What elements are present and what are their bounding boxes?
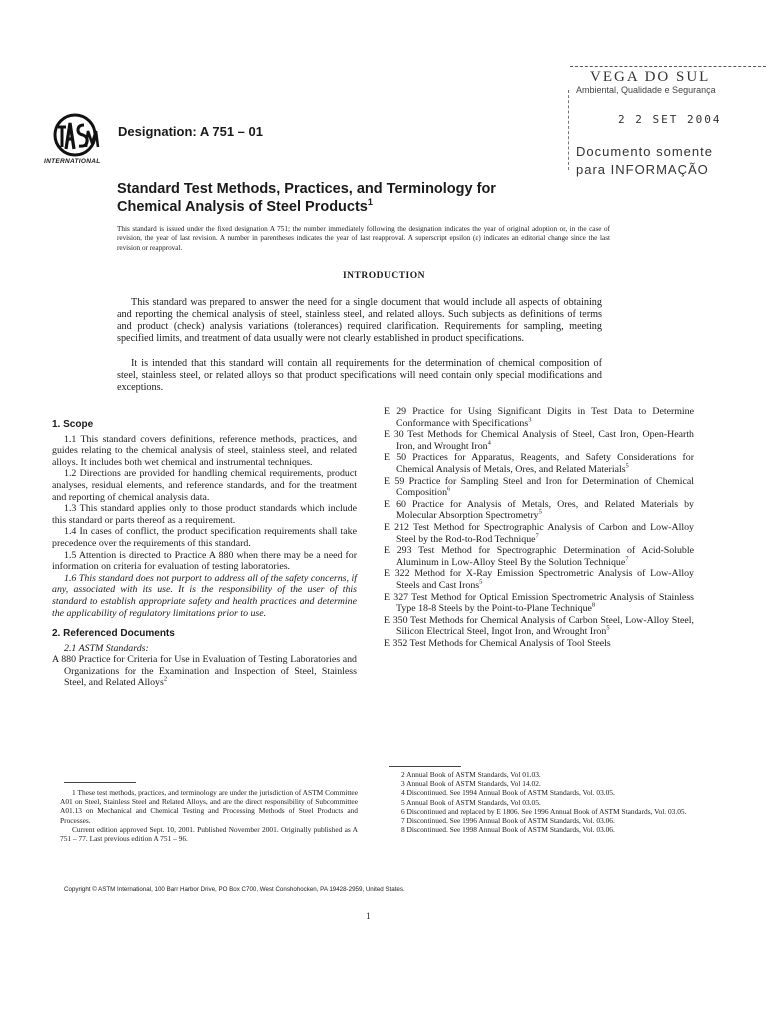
footnote-item: 5 Annual Book of ASTM Standards, Vol 03.05. — [401, 797, 541, 807]
reference-item-text: E 352 Test Methods for Chemical Analysis of Tool Steels — [384, 637, 611, 649]
reference-list — [384, 406, 694, 649]
introduction-paragraph-1: This standard was prepared to answer the need for a single document that would include all aspects of obtaining and reporting the chemical analysis of steel, stainless steel, and related alloys. Such subjects as definitions of terms and product (check) analysis variations (tolerances) required clarification. Requirements for sampling, meeting specified limits, and treatment of data usually were not clearly established in product specifications. — [117, 297, 602, 344]
footnote-item: 8 Discontinued. See 1998 Annual Book of ASTM Standards, Vol. 03.06. — [401, 825, 615, 835]
reference-item-footnote: 4 — [487, 439, 491, 447]
scope-1-2: 1.2 Directions are provided for handling chemical requirements, product analyses, residual elements, and reference standards, and for the treatment and reporting of chemical analysis data. — [52, 468, 357, 503]
reference-item-text: E 30 Test Methods for Chemical Analysis of Steel, Cast Iron, Open-Hearth Iron, and Wrought Iron — [384, 429, 694, 452]
reference-item-text: E 29 Practice for Using Significant Digits in Test Data to Determine Conformance with Specifications — [384, 406, 694, 429]
reference-item-footnote: 7 — [625, 555, 629, 563]
document-title — [117, 180, 557, 216]
stamp-note-line1: Documento somente — [576, 144, 713, 159]
reference-item-text: E 212 Test Method for Spectrographic Analysis of Carbon and Low-Alloy Steel by the Rod-to-Rod Technique — [384, 521, 694, 545]
footnotes-left — [60, 788, 358, 843]
stamp-date: 2 2 SET 2004 — [618, 113, 722, 126]
footnote-1: 1 These test methods, practices, and terminology are under the jurisdiction of ASTM Committee A01 on Steel, Stainless Steel and Related Alloys, and are the direct responsibility of Subcommittee A01.13 on Mechanical and Chemical Testing and Processing Methods of Steel Products and Processes. — [60, 788, 358, 825]
title-line-2 — [117, 198, 557, 216]
scope-1-4: 1.4 In cases of conflict, the product specification requirements shall take precedence over the requirements of this standard. — [52, 526, 357, 549]
reference-a880 — [52, 654, 357, 689]
reference-item-footnote: 5 — [625, 462, 629, 470]
scope-heading: 1. Scope — [52, 419, 94, 430]
stamp-note-line2: para INFORMAÇÃO — [576, 162, 709, 177]
reference-item-footnote: 5 — [479, 578, 483, 586]
scope-1-5: 1.5 Attention is directed to Practice A 880 when there may be a need for information on criteria for evaluation of testing laboratories. — [52, 549, 357, 573]
designation-label: Designation: A 751 – 01 — [118, 124, 263, 139]
reference-item-text: E 50 Practices for Apparatus, Reagents, and Safety Considerations for Chemical Analysis of Metals, Ores, and Related Materials — [384, 452, 694, 475]
footnotes-right — [389, 770, 695, 834]
footnote-divider-right — [389, 766, 461, 767]
reference-item-footnote: 3 — [528, 416, 532, 424]
scope-1-3: 1.3 This standard applies only to those product standards which include this standard or parts thereof as a requirement. — [52, 503, 357, 526]
footnote-item: 2 Annual Book of ASTM Standards, Vol 01.03. — [401, 770, 541, 779]
reference-item — [384, 452, 694, 475]
reference-item-footnote: 8 — [591, 601, 596, 609]
scope-1-6: 1.6 This standard does not purport to address all of the safety concerns, if any, associated with its use. It is the responsibility of the user of this standard to establish appropriate safety and health practices and determine the applicability of regulatory limitations prior to use. — [52, 572, 357, 619]
reference-item-text: E 322 Method for X-Ray Emission Spectrometric Analysis of Low-Alloy Steels and Cast Irons — [384, 568, 694, 591]
footnote-item: 6 Discontinued and replaced by E 1806. See 1996 Annual Book of ASTM Standards, Vol. 03.05. — [401, 806, 687, 816]
right-column — [384, 406, 694, 649]
stamp-company: VEGA DO SUL — [590, 69, 711, 85]
page-number: 1 — [366, 911, 371, 921]
scope-1-1: 1.1 This standard covers definitions, reference methods, practices, and guides relating to the chemical analysis of steel, stainless steel, and related alloys. It includes both wet chemical and instrumental techniques. — [52, 433, 357, 468]
reference-item-text: E 350 Test Methods for Chemical Analysis of Carbon Steel, Low-Alloy Steel, Silicon Electrical Steel, Ingot Iron, and Wrought Iron — [384, 614, 694, 638]
reference-item-footnote: 7 — [535, 532, 539, 540]
footnote-divider-left — [64, 782, 136, 783]
title-footnote-mark: 1 — [367, 197, 373, 208]
copyright-notice: Copyright © ASTM International, 100 Barr Harbor Drive, PO Box C700, West Conshohocken, PA 19428-2959, United States. — [64, 886, 405, 893]
reference-item — [384, 406, 694, 429]
reference-item — [384, 429, 694, 452]
reference-item-footnote: 6 — [447, 485, 451, 493]
reference-item — [384, 545, 694, 568]
reference-item — [384, 522, 694, 545]
title-line-1: Standard Test Methods, Practices, and Terminology for — [117, 181, 496, 197]
footnote-item: 4 Discontinued. See 1994 Annual Book of ASTM Standards, Vol. 03.05. — [401, 788, 615, 798]
stamp-border — [570, 66, 766, 67]
document-stamp — [566, 60, 768, 185]
reference-item — [384, 592, 694, 615]
reference-item-text: E 60 Practice for Analysis of Metals, Ores, and Related Materials by Molecular Absorption Spectrometry — [384, 498, 694, 522]
introduction-paragraph-2: It is intended that this standard will contain all requirements for the determination of chemical composition of steel, stainless steel, or related alloys so that product specifications will need contain only special modifications and exceptions. — [117, 358, 602, 393]
reference-item-text: E 327 Test Method for Optical Emission Spectrometric Analysis of Stainless Type 18-8 Steels by the Point-to-Plane Technique — [384, 591, 694, 615]
logo-wordmark: INTERNATIONAL — [44, 158, 101, 165]
referenced-documents-heading: 2. Referenced Documents — [52, 628, 175, 640]
reference-item — [384, 476, 694, 499]
reference-a880-text: A 880 Practice for Criteria for Use in Evaluation of Testing Laboratories and Organizations for the Examination and Inspection of Steel, Stainless Steel, and Related Alloys — [52, 654, 357, 689]
footnote-item: 7 Discontinued. See 1996 Annual Book of ASTM Standards, Vol. 03.06. — [401, 816, 615, 826]
stamp-department: Ambiental, Qualidade e Segurança — [576, 85, 716, 95]
reference-item-text: E 59 Practice for Sampling Steel and Iron for Determination of Chemical Composition — [384, 475, 694, 499]
introduction-heading: INTRODUCTION — [342, 271, 425, 281]
reference-item — [384, 568, 694, 591]
footnote-item: 3 Annual Book of ASTM Standards, Vol 14.02. — [401, 779, 541, 789]
reference-item-text: E 293 Test Method for Spectrographic Determination of Acid-Soluble Aluminum in Low-Alloy Steel By the Solution Technique — [384, 545, 694, 568]
reference-item — [384, 499, 694, 522]
left-column — [52, 419, 357, 689]
reference-a880-footnote: 2 — [163, 676, 168, 684]
issue-note: This standard is issued under the fixed designation A 751; the number immediately following the designation indicates the year of original adoption or, in the case of revision, the year of last revision. A number in parentheses indicates the year of last reapproval. A superscript epsilon (ε) indicates an editorial change since the last revision or reapproval. — [117, 225, 610, 252]
title-line-2-text: Chemical Analysis of Steel Products — [117, 199, 368, 215]
footnote-1-edition: Current edition approved Sept. 10, 2001. Published November 2001. Originally published as A 751 – 77. Last previous edition A 751 – 96. — [60, 824, 358, 844]
reference-item-footnote: 5 — [606, 624, 610, 632]
stamp-border-left — [568, 90, 569, 170]
astm-standards-subheading: 2.1 ASTM Standards: — [64, 642, 149, 654]
reference-item — [384, 638, 694, 650]
reference-item-footnote: 5 — [538, 509, 542, 517]
reference-item — [384, 615, 694, 638]
